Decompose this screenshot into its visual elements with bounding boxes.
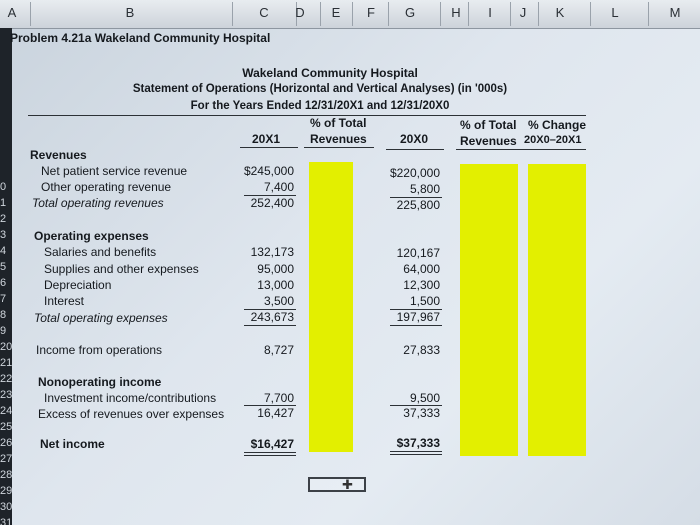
row-number[interactable]: 6 [0,277,7,289]
column-b[interactable]: B [125,5,135,20]
total-double-rule [390,454,442,455]
subtotal-rule [390,325,442,326]
column-m[interactable]: M [669,5,681,20]
label-interest: Interest [44,294,85,308]
total-double-rule [244,452,296,453]
row-number[interactable]: 26 [0,437,13,449]
row-number[interactable]: 5 [0,261,7,273]
value-iic-20x0: 9,500 [409,391,440,405]
value-tor-20x1: 252,400 [250,196,294,210]
column-l[interactable]: L [611,5,619,20]
value-sup-20x0: 64,000 [403,262,440,276]
column-e[interactable]: E [331,5,341,20]
column-f[interactable]: F [367,5,375,20]
label-excess-revenues: Excess of revenues over expenses [38,407,225,421]
row-number[interactable]: 3 [0,229,7,241]
value-dep-20x1: 13,000 [257,278,294,292]
label-total-operating-expenses: Total operating expenses [34,311,168,325]
label-salaries-benefits: Salaries and benefits [44,245,157,259]
header-pct-revenues-0: Revenues [460,134,517,148]
column-k[interactable]: K [555,5,565,20]
value-dep-20x0: 12,300 [403,278,440,292]
header-20x0: 20X0 [400,132,429,146]
value-ni-20x1: $16,427 [250,437,294,451]
section-nonoperating-income: Nonoperating income [38,375,162,389]
column-c[interactable]: C [259,5,269,20]
label-income-from-operations: Income from operations [36,343,163,357]
column-j[interactable]: J [519,5,527,20]
row-number[interactable]: 21 [0,357,13,369]
label-total-operating-revenues: Total operating revenues [32,196,164,210]
value-oor-20x1: 7,400 [263,180,294,194]
label-net-patient-service-revenue: Net patient service revenue [41,164,188,178]
row-number[interactable]: 29 [0,485,13,497]
report-org-title: Wakeland Community Hospital [242,66,418,80]
row-number[interactable]: 22 [0,373,13,385]
row-number[interactable]: 0 [0,181,7,193]
value-int-20x0: 1,500 [409,294,440,308]
plus-cursor-icon: ✚ [342,477,353,492]
subtotal-rule [244,325,296,326]
header-change-period: 20X0–20X1 [524,134,582,146]
row-number[interactable]: 9 [0,325,7,337]
problem-title: Problem 4.21a Wakeland Community Hospital [10,31,271,45]
section-operating-expenses: Operating expenses [34,229,149,243]
value-ni-20x0: $37,333 [396,436,440,450]
header-underline [240,147,298,148]
column-g[interactable]: G [404,5,416,20]
header-pct-change: % Change [528,118,587,132]
column-d[interactable]: D [295,5,305,20]
value-iic-20x1: 7,700 [263,391,294,405]
row-number[interactable]: 4 [0,245,7,257]
pct-change-highlight[interactable] [528,164,586,456]
row-header-bar [0,28,12,525]
header-pct-total-1: % of Total [310,116,367,130]
value-exc-20x0: 37,333 [403,406,440,420]
header-underline [304,147,374,148]
pct-total-20x0-highlight[interactable] [460,164,518,456]
column-i[interactable]: I [488,5,492,20]
row-number[interactable]: 31 [0,517,13,525]
row-number[interactable]: 24 [0,405,13,417]
row-number[interactable]: 7 [0,293,7,305]
header-pct-revenues-1: Revenues [310,132,367,146]
label-supplies: Supplies and other expenses [44,262,199,276]
report-period: For the Years Ended 12/31/20X1 and 12/31/20X0 [190,100,450,112]
label-net-income: Net income [40,437,105,451]
value-ifo-20x0: 27,833 [403,343,440,357]
header-rule [28,115,586,116]
report-statement-title: Statement of Operations (Horizontal and Vertical Analyses) (in '000s) [132,83,508,95]
value-npsr-20x0: $220,000 [389,166,440,180]
header-pct-total-0: % of Total [460,118,517,132]
row-number[interactable]: 20 [0,341,13,353]
column-header-bar [0,0,700,29]
value-sal-20x1: 132,173 [250,245,294,259]
row-number[interactable]: 28 [0,469,13,481]
column-a[interactable]: A [7,5,17,20]
value-sup-20x1: 95,000 [257,262,294,276]
row-number[interactable]: 8 [0,309,7,321]
value-ifo-20x1: 8,727 [263,343,294,357]
pct-total-20x1-highlight[interactable] [309,162,353,452]
value-tor-20x0: 225,800 [396,198,440,212]
header-20x1: 20X1 [252,132,281,146]
header-underline [456,149,586,150]
header-underline [386,149,444,150]
label-investment-income: Investment income/contributions [44,391,217,405]
value-sal-20x0: 120,167 [396,246,440,260]
section-revenues: Revenues [30,148,87,162]
column-h[interactable]: H [451,5,461,20]
label-other-operating-revenue: Other operating revenue [41,180,172,194]
row-number[interactable]: 25 [0,421,13,433]
value-exc-20x1: 16,427 [257,406,294,420]
value-npsr-20x1: $245,000 [243,164,294,178]
row-number[interactable]: 30 [0,501,13,513]
row-number[interactable]: 2 [0,213,7,225]
row-number[interactable]: 27 [0,453,13,465]
row-number[interactable]: 1 [0,197,7,209]
value-toe-20x0: 197,967 [396,310,440,324]
value-oor-20x0: 5,800 [409,182,440,196]
total-double-rule [244,455,296,456]
value-toe-20x1: 243,673 [250,310,294,324]
value-int-20x1: 3,500 [263,294,294,308]
row-number[interactable]: 23 [0,389,13,401]
cell-selection-cursor[interactable] [308,477,366,492]
total-double-rule [390,451,442,452]
label-depreciation: Depreciation [44,278,112,292]
